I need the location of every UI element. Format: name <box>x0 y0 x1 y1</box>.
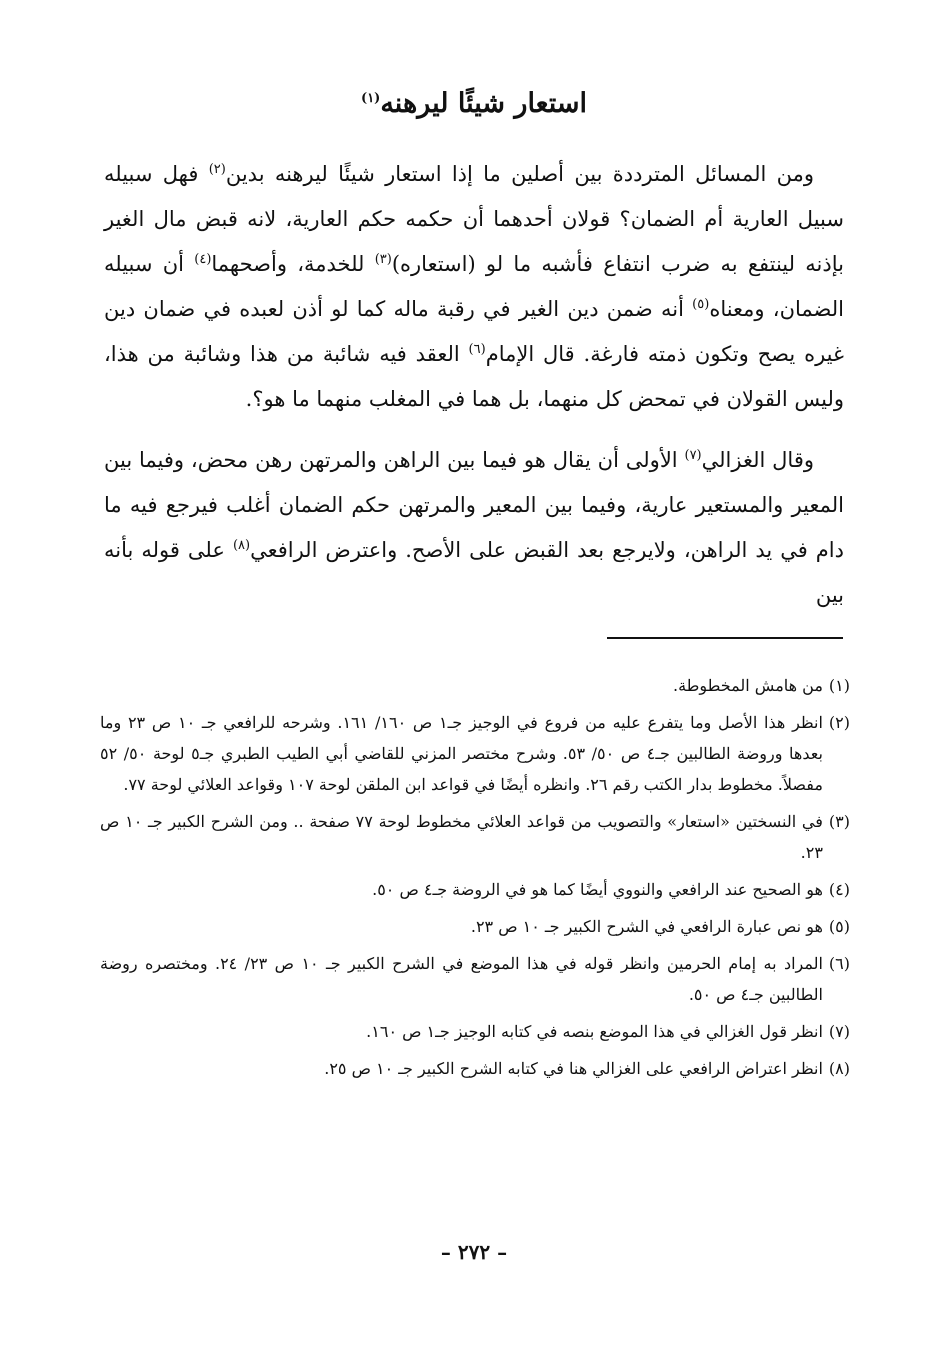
footnote-text: هو الصحيح عند الرافعي والنووي أيضًا كما هو في الروضة جـ٤ ص ٥٠. <box>372 880 823 899</box>
footnote-number: (٥) <box>828 917 850 936</box>
footnote-ref: (٦) <box>468 342 486 357</box>
text-segment: ومن المسائل المترددة بين أصلين ما إذا استعار شيئًا ليرهنه بدين <box>225 162 814 186</box>
page-number: – ٢٧٢ – <box>440 1240 508 1264</box>
footnote-ref: (٥) <box>692 297 710 312</box>
footnote-ref: (٣) <box>374 252 392 267</box>
footnote-text: انظر اعتراض الرافعي على الغزالي هنا في كتابه الشرح الكبير جـ ١٠ ص ٢٥. <box>324 1059 823 1078</box>
text-segment: على قوله بأنه بين <box>104 538 844 607</box>
footnote-text: انظر قول الغزالي في هذا الموضع بنصه في كتابه الوجيز جـ١ ص ١٦٠. <box>366 1022 823 1041</box>
footnote-text: انظر هذا الأصل وما يتفرع عليه من فروع في الوجيز جـ١ ص ١٦٠/ ١٦١. وشرحه للرافعي جـ ١٠ ص ٢٣ وما بعدها وروضة الطالبين جـ٤ ص ٥٠/ ٥٣. وشرح مختصر المزني للقاضي أبي الطيب الطبري جـ٥ لوحة ٥٠/ ٥٢ مفصلاً. مخطوط بدار الكتب رقم ٢٦. وانظره أيضًا في قواعد ابن الملقن لوحة ١٠٧ وقواعد العلائي لوحة ٧٧. <box>100 713 823 794</box>
footnote-number: (٣) <box>828 812 850 831</box>
page-title <box>0 84 948 124</box>
text-segment: فهل سبيله سبيل العارية أم الضمان؟ قولان أحدهما أن حكمه حكم العارية، لانه قبض مال الغير بإذنه لينتفع به ضرب انتفاع فأشبه ما لو (استعاره) <box>104 162 844 276</box>
footnote-item <box>100 806 850 868</box>
footnote-item <box>100 1053 850 1084</box>
footnote-ref: (٨) <box>232 538 251 553</box>
footnote-number: (٨) <box>828 1059 850 1078</box>
footnote-text: هو نص عبارة الرافعي في الشرح الكبير جـ ١٠ ص ٢٣. <box>470 917 823 936</box>
footnote-divider <box>607 637 843 639</box>
footnote-text: المراد به إمام الحرمين وانظر قوله في هذا الموضع في الشرح الكبير جـ ١٠ ص ٢٣/ ٢٤. ومختصره روضة الطالبين جـ٤ ص ٥٠. <box>100 954 823 1004</box>
text-segment: الأولى أن يقال هو فيما بين الراهن والمرتهن رهن محض، وفيما بين المعير والمستعير عارية، وفيما بين المعير والمرتهن حكم الضمان أغلب فيرجع فيه ما دام في يد الراهن، ولايرجع بعد القبض على الأصح. واعترض الرافعي <box>104 448 844 562</box>
footnote-text: من هامش المخطوطة. <box>673 676 823 695</box>
footnote-item <box>100 707 850 800</box>
footnote-ref: (٤) <box>194 252 212 267</box>
footnote-number: (٧) <box>828 1022 850 1041</box>
footnote-ref: (٧) <box>684 448 702 463</box>
text-segment: للخدمة، وأصحهما <box>211 252 375 276</box>
text-segment: وقال الغزالي <box>701 448 814 472</box>
text-segment: أنه ضمن دين الغير في رقبة ماله كما لو أذن لعبده في ضمان دين غيره يصح وتكون ذمته فارغة. قال الإمام <box>104 297 844 366</box>
footnote-ref: (٢) <box>208 162 226 177</box>
footnote-number: (٦) <box>828 954 850 973</box>
paragraph-2 <box>104 438 844 618</box>
footnote-number: (٤) <box>828 880 850 899</box>
paragraph-1 <box>104 152 844 422</box>
footnote-ref: (١) <box>361 91 381 106</box>
footnote-number: (١) <box>828 676 850 695</box>
main-text <box>104 152 844 634</box>
title-text: استعار شيئًا ليرهنه <box>380 88 587 119</box>
footnote-item <box>100 948 850 1010</box>
footnote-item <box>100 911 850 942</box>
text-segment: العقد فيه شائبة من هذا وشائبة من هذا، وليس القولان في تمحض كل منهما، بل هما في المغلب منهما ما هو؟. <box>104 342 844 411</box>
footnote-item <box>100 874 850 905</box>
footnote-text: في النسختين «استعار» والتصويب من قواعد العلائي مخطوط لوحة ٧٧ صفحة .. ومن الشرح الكبير جـ ١٠ ص ٢٣. <box>100 812 823 862</box>
footnote-item <box>100 670 850 701</box>
footnotes-section <box>100 670 850 1090</box>
footnote-number: (٢) <box>828 713 850 732</box>
text-segment: أن سبيله الضمان، ومعناه <box>104 252 844 321</box>
footnote-item <box>100 1016 850 1047</box>
